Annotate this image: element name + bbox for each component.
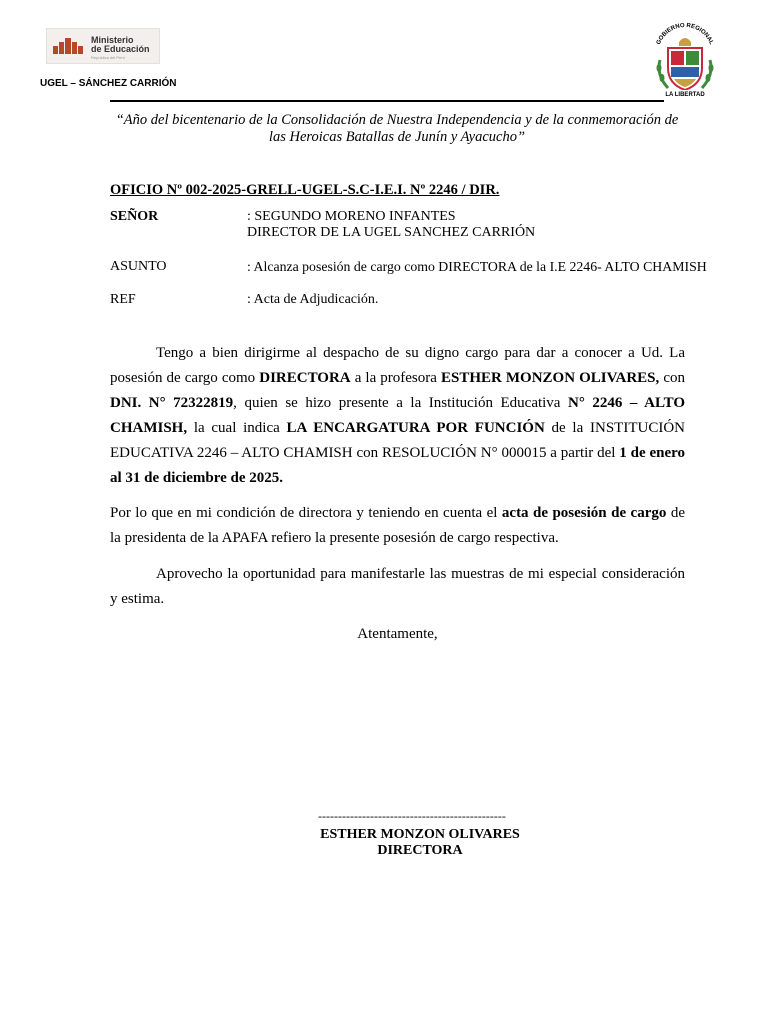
subject-value: : Alcanza posesión de cargo como DIRECTORA de la I.E 2246- ALTO CHAMISH bbox=[247, 259, 707, 274]
regional-government-crest bbox=[650, 20, 720, 100]
year-motto: “Año del bicentenario de la Consolidación de Nuestra Independencia y de la conmemoración de las Heroicas Batallas de Junín y Ayacucho” bbox=[115, 112, 679, 145]
crest-bottom-text: LA LIBERTAD bbox=[665, 92, 705, 98]
addressee-name: : SEGUNDO MORENO INFANTES bbox=[247, 209, 456, 224]
p1-text-1: Tengo a bien dirigirme al despacho de su digno cargo para dar a conocer a Ud. La posesión de cargo como bbox=[110, 345, 685, 386]
logo-text-line1: Ministerio bbox=[91, 35, 134, 45]
p1-bold-position: DIRECTORA bbox=[259, 370, 351, 386]
body-paragraph-1 bbox=[110, 341, 685, 491]
addressee-position: DIRECTOR DE LA UGEL SANCHEZ CARRIÓN bbox=[247, 225, 536, 240]
ugel-label: UGEL – SÁNCHEZ CARRIÓN bbox=[40, 78, 177, 89]
logo-text-line2: de Educación bbox=[91, 44, 150, 54]
addressee-label: SEÑOR bbox=[110, 209, 159, 224]
p1-text-2: a la profesora bbox=[350, 370, 441, 386]
p1-text-3: con bbox=[659, 370, 685, 386]
oficio-number: OFICIO Nº 002-2025-GRELL-UGEL-S.C-I.E.I. Nº 2246 / DIR. bbox=[110, 182, 500, 198]
p2-text-1: Por lo que en mi condición de directora y teniendo en cuenta el bbox=[110, 505, 502, 521]
p1-text-4: , quien se hizo presente a la Institución Educativa bbox=[233, 395, 569, 411]
closing-salutation: Atentamente, bbox=[357, 626, 438, 642]
crest-top-text: GOBIERNO REGIONAL bbox=[655, 22, 715, 46]
p1-bold-period: 1 de enero al 31 de diciembre de 2025. bbox=[110, 445, 686, 486]
p1-bold-teacher-name: ESTHER MONZON OLIVARES, bbox=[440, 370, 660, 386]
signature-title: DIRECTORA bbox=[377, 843, 463, 858]
header-rule bbox=[110, 100, 664, 102]
p2-bold-act: acta de posesión de cargo bbox=[501, 505, 667, 521]
p1-text-5: la cual indica bbox=[187, 420, 287, 436]
p1-bold-assignment: LA ENCARGATURA POR FUNCIÓN bbox=[286, 420, 545, 436]
logo-text-line3: República del Perú bbox=[91, 55, 125, 60]
signature-line: ----------------------------------------------- bbox=[318, 809, 506, 823]
reference-label: REF bbox=[110, 292, 136, 307]
building-blocks-icon bbox=[53, 36, 87, 56]
reference-value: : Acta de Adjudicación. bbox=[247, 292, 379, 307]
body-paragraph-3: Aprovecho la oportunidad para manifestarle las muestras de mi especial consideración y estima. bbox=[110, 566, 685, 607]
p1-text-6: de la INSTITUCIÓN EDUCATIVA 2246 – ALTO CHAMISH con RESOLUCIÓN N° 000015 a partir del bbox=[110, 420, 685, 461]
signature-name: ESTHER MONZON OLIVARES bbox=[320, 827, 520, 842]
p1-bold-school: N° 2246 – ALTO CHAMISH, bbox=[110, 395, 685, 436]
ministry-of-education-logo bbox=[46, 28, 160, 64]
body-paragraph-2 bbox=[110, 501, 685, 551]
p1-bold-dni: DNI. N° 72322819 bbox=[110, 395, 234, 411]
subject-label: ASUNTO bbox=[110, 259, 167, 274]
p2-text-2: de la presidenta de la APAFA refiero la presente posesión de cargo respectiva. bbox=[110, 505, 685, 546]
